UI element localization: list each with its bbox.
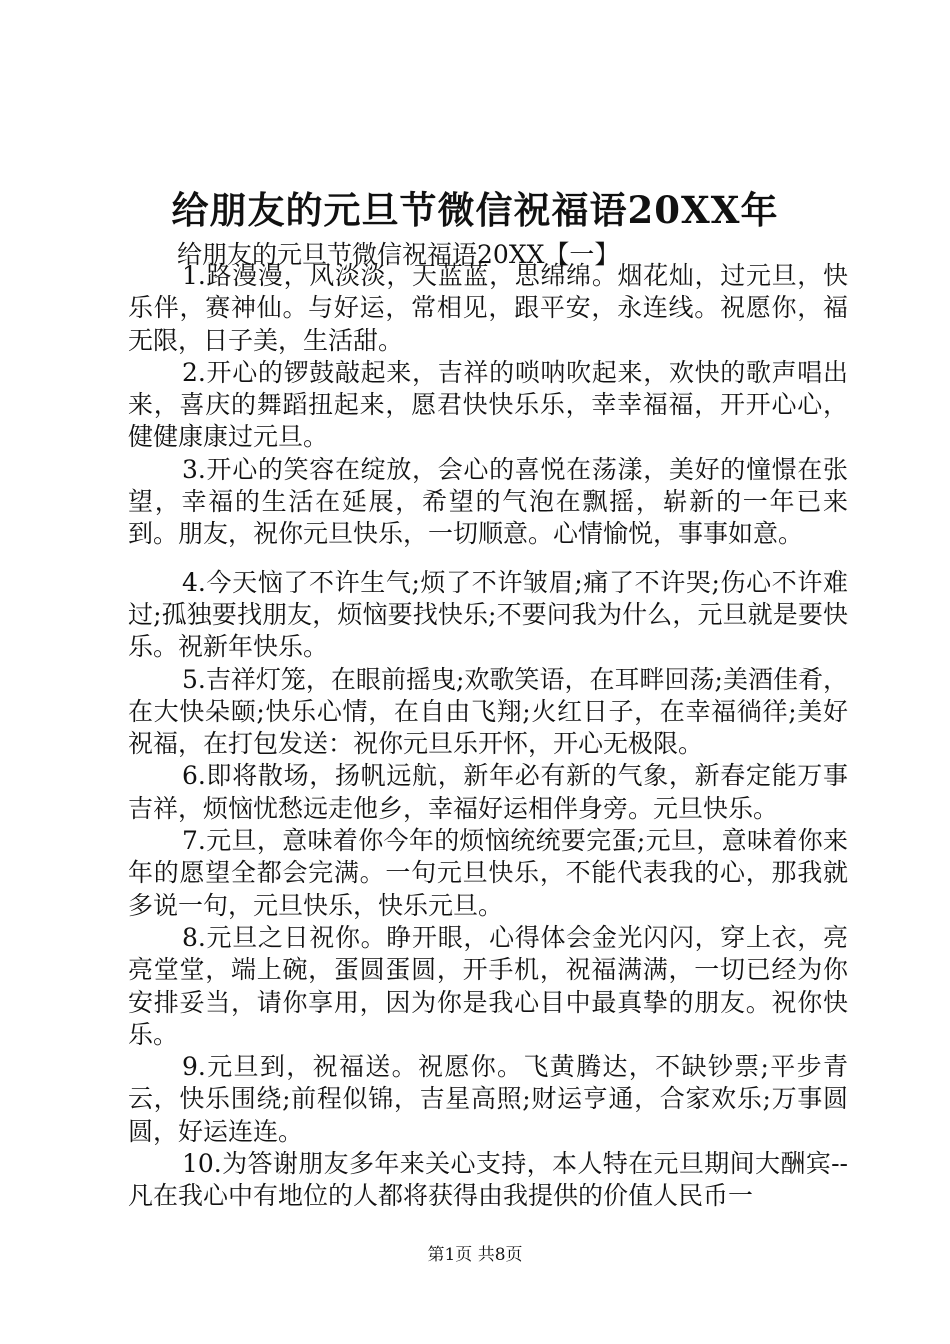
document-title: 给朋友的元旦节微信祝福语20XX年: [171, 188, 779, 232]
paragraph: 6.即将散场，扬帆远航，新年必有新的气象，新春定能万事吉祥，烦恼忧愁远走他乡，幸福好运相伴身旁。元旦快乐。: [128, 761, 848, 823]
paragraph: 9.元旦到，祝福送。祝愿你。飞黄腾达，不缺钞票;平步青云，快乐围绕;前程似锦，吉星高照;财运亨通，合家欢乐;万事圆圆，好运连连。: [128, 1052, 848, 1146]
document-subtitle: 给朋友的元旦节微信祝福语20XX【一】: [177, 240, 620, 269]
document-body: [128, 260, 848, 1213]
paragraph: 10.为答谢朋友多年来关心支持，本人特在元旦期间大酬宾--凡在我心中有地位的人都将获得由我提供的价值人民币一: [128, 1149, 848, 1211]
paragraph: 1.路漫漫，风淡淡，天蓝蓝，思绵绵。烟花灿，过元旦，快乐伴，赛神仙。与好运，常相见，跟平安，永连线。祝愿你，福无限，日子美，生活甜。: [128, 261, 848, 355]
paragraph: 7.元旦，意味着你今年的烦恼统统要完蛋;元旦，意味着你来年的愿望全都会完满。一句元旦快乐，不能代表我的心，那我就多说一句，元旦快乐，快乐元旦。: [128, 826, 848, 920]
paragraph: 4.今天恼了不许生气;烦了不许皱眉;痛了不许哭;伤心不许难过;孤独要找朋友，烦恼要找快乐;不要问我为什么，元旦就是要快乐。祝新年快乐。: [128, 567, 848, 662]
paragraph: 2.开心的锣鼓敲起来，吉祥的唢呐吹起来，欢快的歌声唱出来，喜庆的舞蹈扭起来，愿君快快乐乐，幸幸福福，开开心心，健健康康过元旦。: [128, 357, 848, 452]
paragraph: 3.开心的笑容在绽放，会心的喜悦在荡漾，美好的憧憬在张望，幸福的生活在延展，希望的气泡在飘摇，崭新的一年已来到。朋友，祝你元旦快乐，一切顺意。心情愉悦，事事如意。: [128, 454, 848, 549]
page-number-footer: 第1页 共8页: [427, 1245, 523, 1265]
paragraph: 8.元旦之日祝你。睁开眼，心得体会金光闪闪，穿上衣，亮亮堂堂，端上碗，蛋圆蛋圆，开手机，祝福满满，一切已经为你安排妥当，请你享用，因为你是我心目中最真挚的朋友。祝你快乐。: [128, 922, 848, 1049]
paragraph: 5.吉祥灯笼，在眼前摇曳;欢歌笑语，在耳畔回荡;美酒佳肴，在大快朵颐;快乐心情，在自由飞翔;火红日子，在幸福徜徉;美好祝福，在打包发送：祝你元旦乐开怀，开心无极限。: [128, 664, 848, 759]
